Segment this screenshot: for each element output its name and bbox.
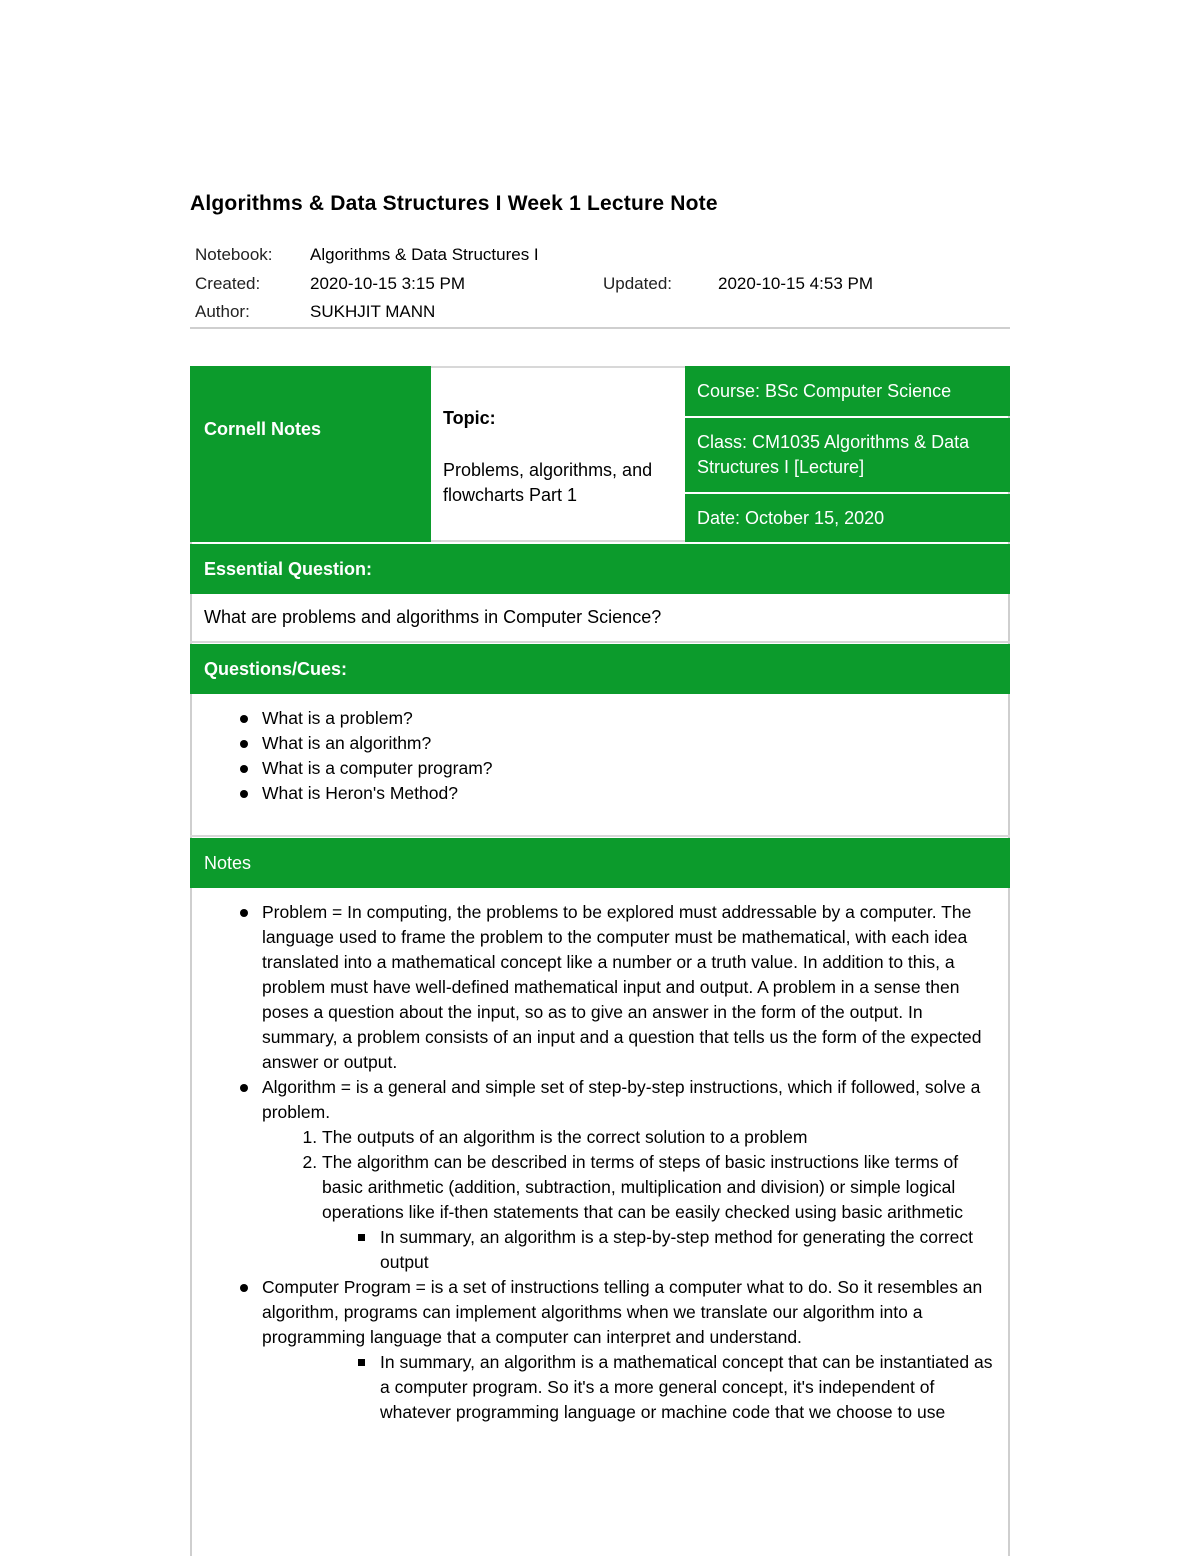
class-cell: Class: CM1035 Algorithms & Data Structures I [Lecture]: [685, 418, 1010, 492]
list-item: What is an algorithm?: [262, 731, 1062, 756]
author-label: Author:: [195, 302, 250, 321]
algorithm-summary-list: [322, 1225, 996, 1275]
updated-label: Updated:: [603, 274, 672, 293]
topic-value: Problems, algorithms, and flowcharts Part 1: [443, 460, 653, 505]
list-item: [322, 1150, 996, 1275]
note-program: [262, 1275, 996, 1425]
note-problem-text: Problem = In computing, the problems to be explored must addressable by a computer. The language used to frame the problem to the computer must be mathematical, with each idea translated into a mathematical concept like a number or a truth value. In addition to this, a problem must have well-defined mathematical input and output. A problem in a sense then poses a question about the input, so as to give an answer in the form of the output. In summary, a problem consists of an input and a question that tells us the form of the expected answer or output.: [262, 902, 982, 1072]
questions-cues-header: Questions/Cues:: [190, 644, 1010, 694]
notebook-value: Algorithms & Data Structures I: [310, 245, 539, 264]
notebook-label: Notebook:: [195, 245, 273, 264]
row-divider: [190, 641, 1010, 643]
list-item: In summary, an algorithm is a step-by-step method for generating the correct output: [380, 1225, 996, 1275]
course-cell: Course: BSc Computer Science: [685, 366, 1010, 416]
note-algorithm: [262, 1075, 996, 1275]
algorithm-step-text: The algorithm can be described in terms of steps of basic instructions like terms of basic arithmetic (addition, subtraction, multiplication and division) or simple logical operations like if-then statements that can be easily checked using basic arithmetic: [322, 1152, 964, 1222]
topic-label: Topic:: [443, 408, 496, 428]
list-item: What is a computer program?: [262, 756, 1062, 781]
list-item: 1. The outputs of an algorithm is the correct solution to a problem: [322, 1125, 996, 1150]
note-problem: [262, 900, 996, 1075]
essential-question-header: Essential Question:: [190, 544, 1010, 594]
note-program-text: Computer Program = is a set of instructions telling a computer what to do. So it resembles an algorithm, programs can implement algorithms when we translate our algorithm into a programming language that a computer can interpret and understand.: [262, 1277, 983, 1347]
algorithm-steps-list: [262, 1125, 996, 1275]
list-item: What is Heron's Method?: [262, 781, 1062, 806]
notes-header: Notes: [190, 838, 1010, 888]
cornell-header-cell: [190, 366, 431, 542]
updated-value: 2020-10-15 4:53 PM: [718, 274, 873, 293]
meta-divider: [190, 327, 1010, 329]
list-item: What is a problem?: [262, 706, 1062, 731]
essential-question-text: What are problems and algorithms in Computer Science?: [204, 607, 662, 627]
note-algorithm-text: Algorithm = is a general and simple set of step-by-step instructions, which if followed, solve a problem.: [262, 1077, 981, 1122]
page-title: Algorithms & Data Structures I Week 1 Lecture Note: [190, 192, 718, 215]
row-divider: [190, 835, 1010, 837]
list-item: In summary, an algorithm is a mathematical concept that can be instantiated as a computer program. So it's a more general concept, it's independent of whatever programming language or machine code that we choose to use: [380, 1350, 996, 1425]
cues-list: [190, 706, 1062, 806]
author-value: SUKHJIT MANN: [310, 302, 436, 321]
notes-body: [190, 900, 1010, 1425]
date-cell: Date: October 15, 2020: [685, 494, 1010, 542]
created-value: 2020-10-15 3:15 PM: [310, 274, 465, 293]
cornell-header-label: Cornell Notes: [204, 419, 322, 439]
program-summary-list: [262, 1350, 996, 1425]
topic-cell: [431, 366, 685, 542]
notes-list: [190, 900, 1010, 1425]
created-label: Created:: [195, 274, 261, 293]
